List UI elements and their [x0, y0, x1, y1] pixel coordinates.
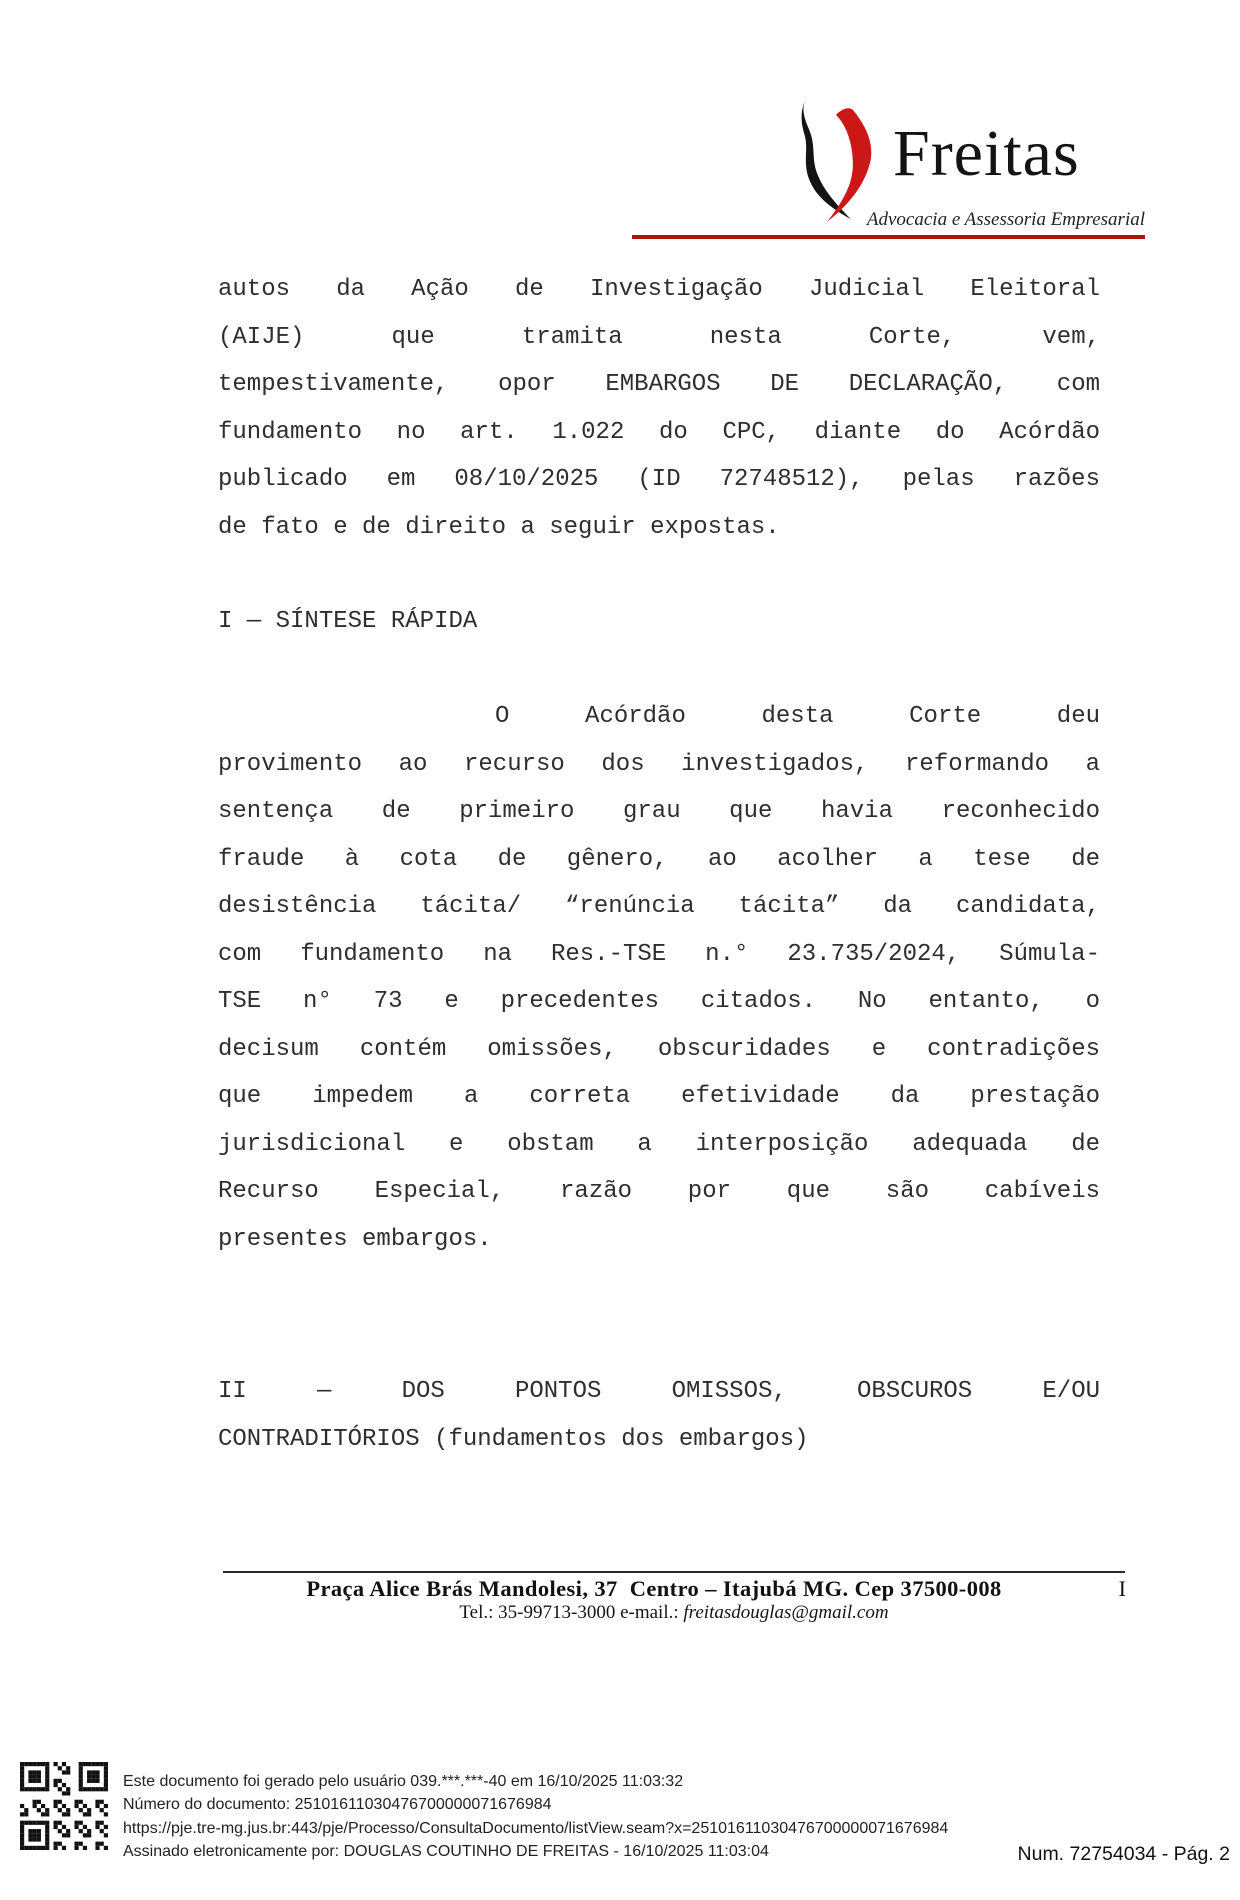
- body-line: Recurso Especial, razão por que são cabíveis: [218, 1178, 1100, 1205]
- footer-page-number: I: [1118, 1576, 1126, 1601]
- stamp-page-label: Num. 72754034 - Pág. 2: [1017, 1843, 1230, 1865]
- stamp-docnumber-line: Número do documento: 25101611030476700000071676984: [123, 1796, 552, 1814]
- body-line: sentença de primeiro grau que havia reconhecido: [218, 798, 1100, 825]
- body-line: O Acórdão desta Corte deu: [495, 703, 1100, 730]
- heading-line: I — SÍNTESE RÁPIDA: [218, 608, 478, 635]
- heading-line: II — DOS PONTOS OMISSOS, OBSCUROS E/OU: [218, 1378, 1100, 1405]
- body-line: com fundamento na Res.-TSE n.° 23.735/2024, Súmula-: [218, 940, 1100, 968]
- stamp-generated-line: Este documento foi gerado pelo usuário 039.***.***-40 em 16/10/2025 11:03:32: [123, 1773, 684, 1790]
- qr-code-icon: [20, 1762, 108, 1850]
- body-line: decisum contém omissões, obscuridades e contradições: [218, 1035, 1100, 1063]
- body-line: fundamento no art. 1.022 do CPC, diante do Acórdão: [218, 418, 1100, 446]
- footer-email: freitasdouglas@gmail.com: [683, 1602, 889, 1623]
- heading-line: CONTRADITÓRIOS (fundamentos dos embargos): [218, 1425, 809, 1453]
- body-line: provimento ao recurso dos investigados, reformando a: [218, 750, 1100, 778]
- body-line: desistência tácita/ “renúncia tácita” da candidata,: [218, 893, 1100, 920]
- signature-stamp: [123, 1770, 1023, 1863]
- paragraph-sintese: [218, 693, 1100, 1263]
- body-line: de fato e de direito a seguir expostas.: [218, 513, 780, 541]
- logo-underline: [632, 235, 1145, 239]
- body-line: que impedem a correta efetividade da prestação: [218, 1083, 1100, 1110]
- section-heading-1: [218, 598, 1100, 646]
- body-line: presentes embargos.: [218, 1225, 492, 1253]
- paragraph-intro: [218, 266, 1100, 551]
- body-line: (AIJE) que tramita nesta Corte, vem,: [218, 323, 1100, 351]
- body-line: TSE n° 73 e precedentes citados. No entanto, o: [218, 988, 1100, 1015]
- firm-name: Freitas: [893, 117, 1080, 190]
- body-line: tempestivamente, opor EMBARGOS DE DECLARAÇÃO, com: [218, 371, 1100, 398]
- section-heading-2: [218, 1368, 1100, 1463]
- qr-code-svg: [20, 1762, 108, 1850]
- stamp-url-line: https://pje.tre-mg.jus.br:443/pje/Processo/ConsultaDocumento/listView.seam?x=25101611030476700000071676984: [123, 1819, 949, 1837]
- stamp-signed-line: Assinado eletronicamente por: DOUGLAS COUTINHO DE FREITAS - 16/10/2025 11:03:04: [123, 1842, 769, 1860]
- footer-phone: Tel.: 35-99713-3000 e-mail.:: [459, 1602, 684, 1623]
- firm-tagline: Advocacia e Assessoria Empresarial: [866, 209, 1145, 230]
- freitas-logo-icon: [772, 90, 894, 224]
- body-line: fraude à cota de gênero, ao acolher a tese de: [218, 845, 1100, 873]
- footer-contact: [223, 1602, 1125, 1624]
- footer-address: Praça Alice Brás Mandolesi, 37 Centro – Itajubá MG. Cep 37500-008: [306, 1576, 1002, 1601]
- body-line: jurisdicional e obstam a interposição adequada de: [218, 1130, 1100, 1158]
- footer-divider: [223, 1571, 1125, 1573]
- body-line: publicado em 08/10/2025 (ID 72748512), pelas razões: [218, 466, 1100, 493]
- body-line: autos da Ação de Investigação Judicial Eleitoral: [218, 276, 1100, 303]
